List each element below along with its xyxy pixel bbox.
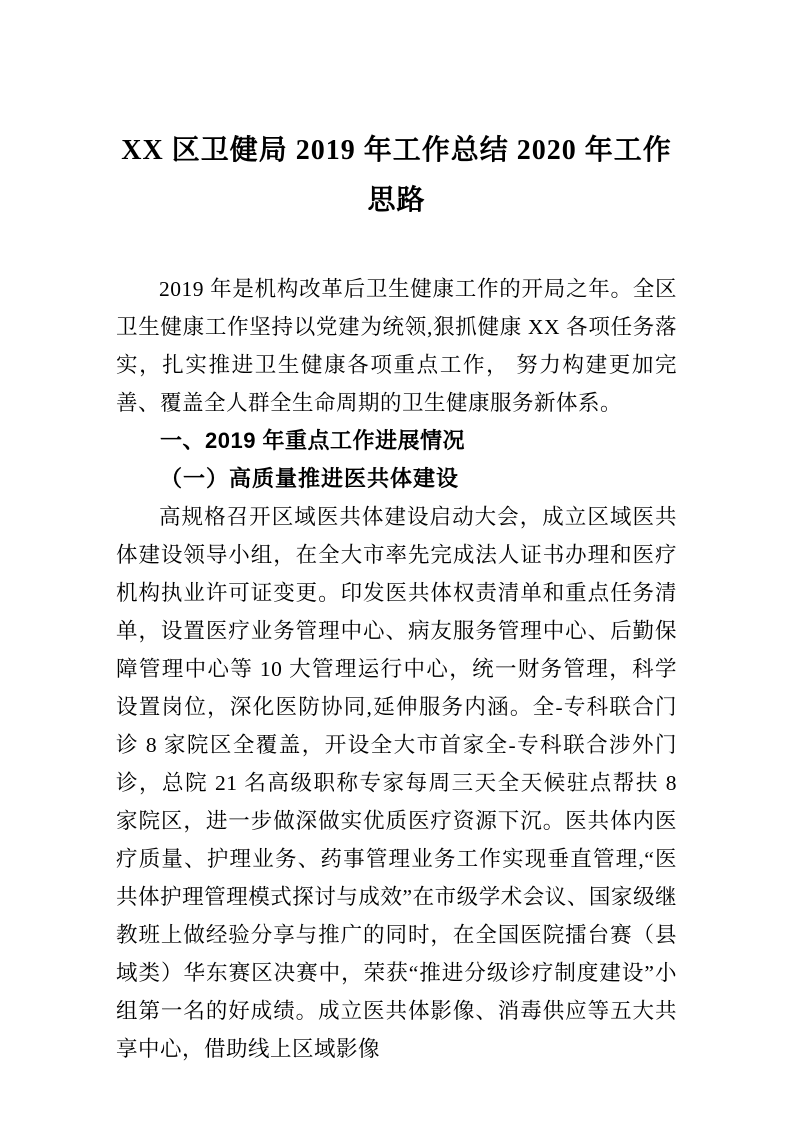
section-heading-1: 一、2019 年重点工作进展情况 bbox=[160, 428, 466, 453]
document-body bbox=[116, 270, 677, 1068]
intro-paragraph: 2019 年是机构改革后卫生健康工作的开局之年。全区卫生健康工作坚持以党建为统领,狠抓健康 XX 各项任务落实，扎实推进卫生健康各项重点工作， 努力构建更加完善、覆盖全人群全生命周期的卫生健康服务新体系。 bbox=[116, 277, 677, 415]
subsection-heading-1-1: （一）高质量推进医共体建设 bbox=[160, 466, 460, 491]
body-paragraph-1: 高规格召开区域医共体建设启动大会，成立区域医共体建设领导小组，在全大市率先完成法人证书办理和医疗机构执业许可证变更。印发医共体权责清单和重点任务清单，设置医疗业务管理中心、病友服务管理中心、后勤保障管理中心等 10 大管理运行中心，统一财务管理，科学设置岗位，深化医防协同,延伸服务内涵。全-专科联合门诊 8 家院区全覆盖，开设全大市首家全-专科联合涉外门诊，总院 21 名高级职称专家每周三天全天候驻点帮扶 8 家院区，进一步做深做实优质医疗资源下沉。医共体内医疗质量、护理业务、药事管理业务工作实现垂直管理,“医共体护理管理模式探讨与成效”在市级学术会议、国家级继教班上做经验分享与推广的同时，在全国医院擂台赛（县域类）华东赛区决赛中，荣获“推进分级诊疗制度建设”小组第一名的好成绩。成立医共体影像、消毒供应等五大共享中心，借助线上区域影像 bbox=[116, 505, 677, 1061]
document-title: XX 区卫健局 2019 年工作总结 2020 年工作思路 bbox=[121, 135, 672, 216]
